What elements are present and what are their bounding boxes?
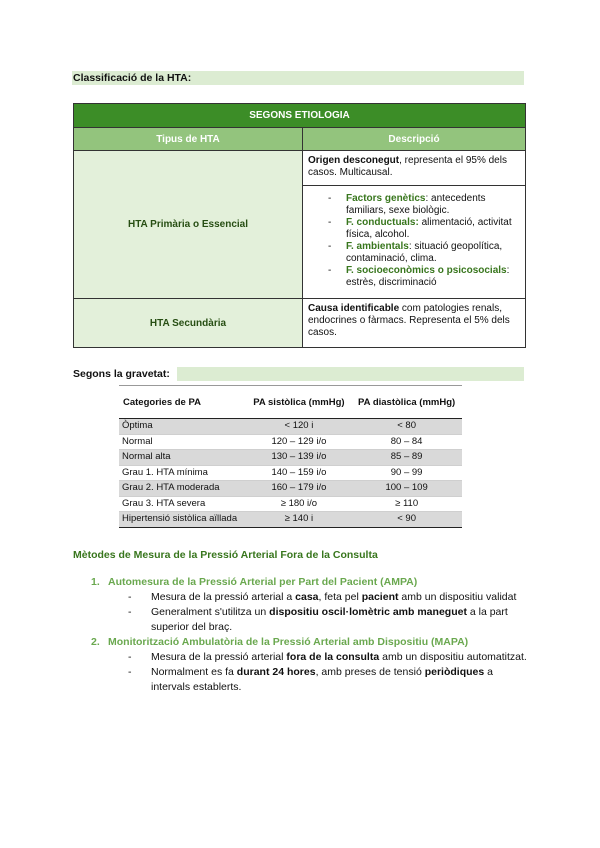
method-detail: - Generalment s'utilitza un dispositiu oscil·lomètric amb maneguet a la part superior del braç. (128, 605, 533, 635)
desc-secundaria: Causa identificable com patologies renals, endocrines o fàrmacs. Representa el 5% dels casos. (303, 299, 526, 348)
etiologia-table (73, 103, 526, 348)
method-title: Monitorització Ambulatòria de la Pressió Arterial amb Dispositiu (MAPA) (108, 636, 469, 648)
gravetat-header-categories: Categories de PA (119, 386, 247, 419)
table-row: Hipertensió sistòlica aïllada ≥ 140 i < 90 (119, 512, 462, 528)
factors-list-cell (303, 186, 526, 299)
factor-item: - Factors genètics: antecedents familiars, sexe biològic. (328, 193, 520, 217)
heading-classificacio: Classificació de la HTA: (72, 71, 524, 85)
method-title: Automesura de la Pressió Arterial per Part del Pacient (AMPA) (108, 576, 418, 588)
table-row: Normal alta 130 – 139 i/o 85 – 89 (119, 450, 462, 466)
method-number: 1. (91, 576, 100, 588)
methods-list (73, 575, 533, 695)
desc-primaria: Origen desconegut, representa el 95% dels casos. Multicausal. (303, 151, 526, 186)
methods-title: Mètodes de Mesura de la Pressió Arterial Fora de la Consulta (73, 549, 378, 561)
factor-item: - F. conductuals: alimentació, activitat física, alcohol. (328, 217, 520, 241)
etiologia-col-descripcio: Descripció (303, 128, 526, 151)
factor-item: - F. socioeconòmics o psicosocials: estrès, discriminació (328, 265, 520, 289)
table-row: Grau 1. HTA mínima 140 – 159 i/o 90 – 99 (119, 465, 462, 481)
type-secundaria: HTA Secundària (74, 299, 303, 348)
factor-item: - F. ambientals: situació geopolítica, contaminació, clima. (328, 241, 520, 265)
etiologia-title: SEGONS ETIOLOGIA (74, 104, 526, 128)
method-detail: - Mesura de la pressió arterial fora de la consulta amb un dispositiu automatitzat. (128, 650, 533, 665)
gravetat-header-diastolica: PA diastòlica (mmHg) (351, 386, 462, 419)
table-row: Grau 2. HTA moderada 160 – 179 i/o 100 – 109 (119, 481, 462, 497)
factors-list (308, 193, 520, 289)
type-primaria: HTA Primària o Essencial (74, 151, 303, 299)
etiologia-col-tipus: Tipus de HTA (74, 128, 303, 151)
table-row: Òptima < 120 i < 80 (119, 419, 462, 435)
gravetat-header-sistolica: PA sistòlica (mmHg) (247, 386, 352, 419)
heading-gravetat: Segons la gravetat: (72, 367, 524, 381)
method-item-mapa (73, 635, 533, 695)
table-row: Normal 120 – 129 i/o 80 – 84 (119, 434, 462, 450)
method-item-ampa (73, 575, 533, 635)
method-number: 2. (91, 636, 100, 648)
gravetat-table (119, 385, 462, 528)
table-row: Grau 3. HTA severa ≥ 180 i/o ≥ 110 (119, 496, 462, 512)
method-detail: - Normalment es fa durant 24 hores, amb preses de tensió periòdiques a intervals establerts. (128, 665, 533, 695)
method-detail: - Mesura de la pressió arterial a casa, feta pel pacient amb un dispositiu validat (128, 590, 533, 605)
